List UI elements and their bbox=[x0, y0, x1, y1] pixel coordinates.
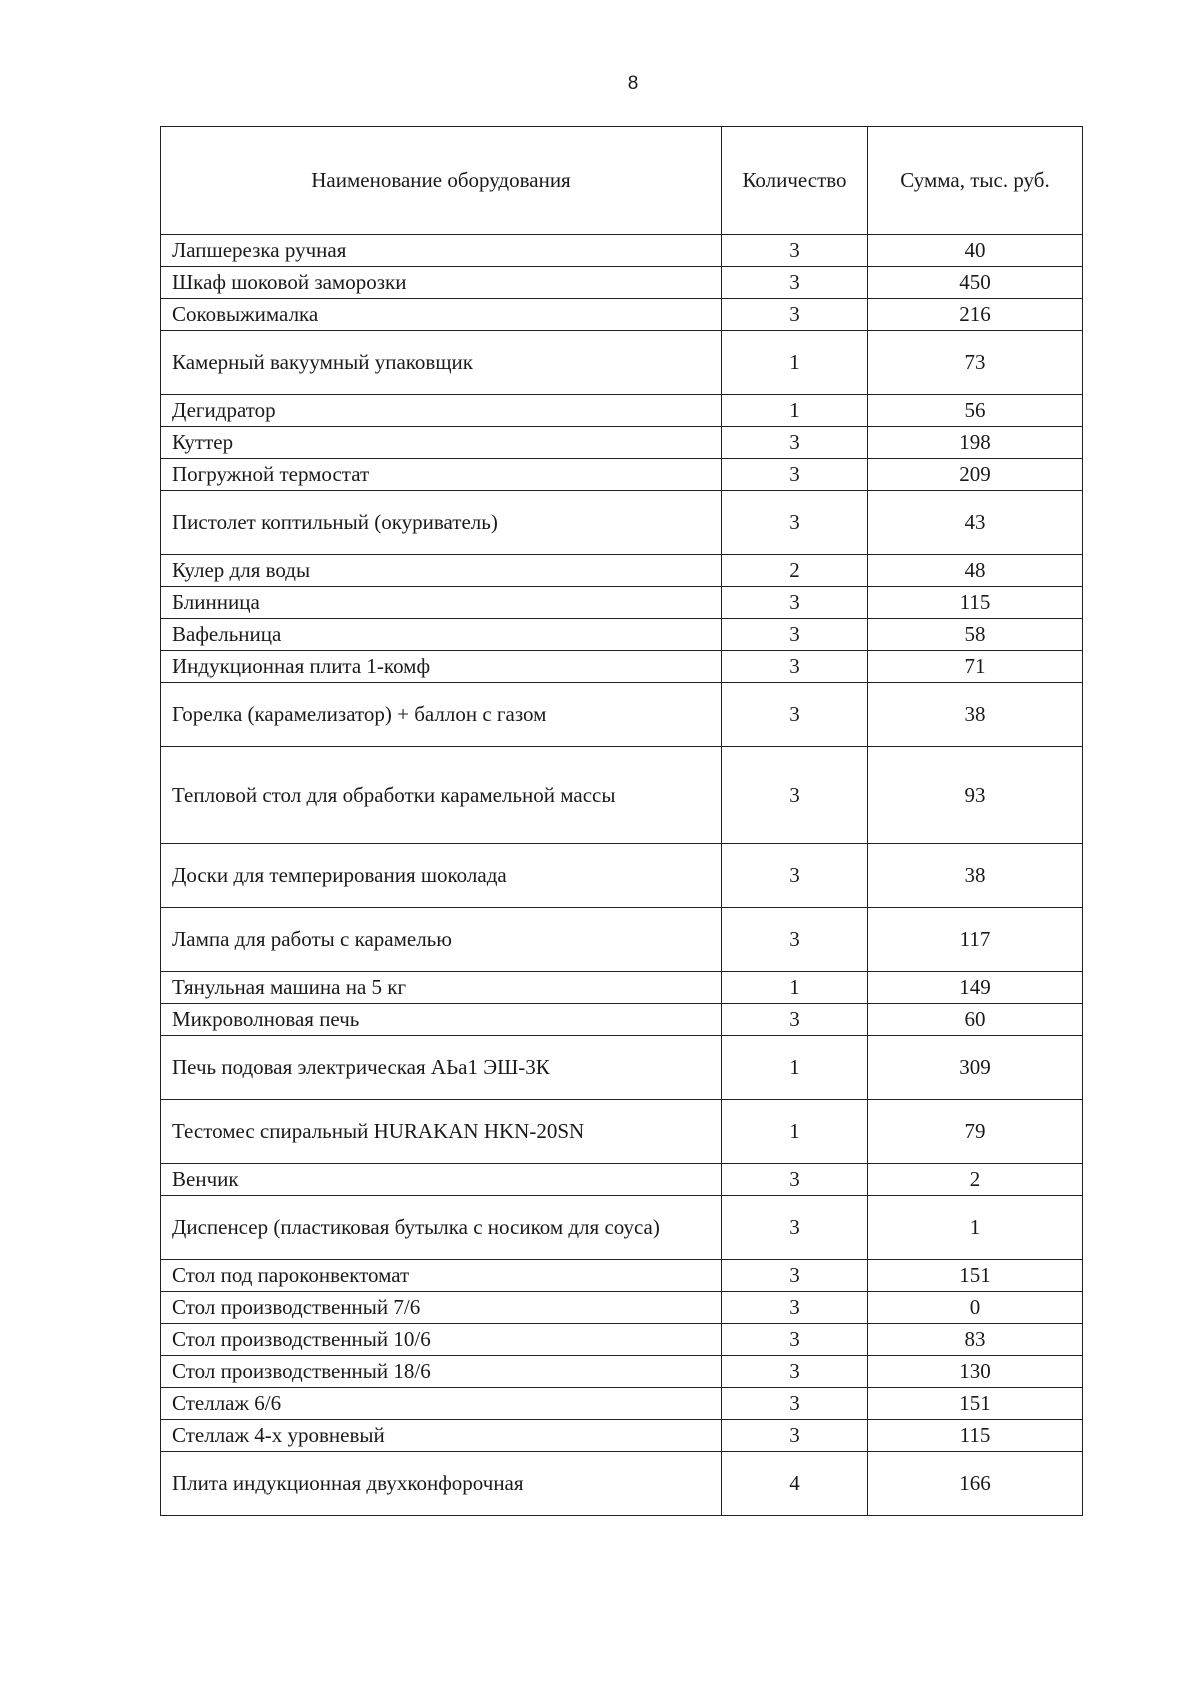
quantity-cell: 3 bbox=[722, 267, 868, 299]
quantity-cell: 3 bbox=[722, 844, 868, 908]
quantity-cell: 3 bbox=[722, 1260, 868, 1292]
sum-cell: 79 bbox=[868, 1100, 1083, 1164]
table-row bbox=[161, 1420, 1083, 1452]
quantity-cell: 3 bbox=[722, 908, 868, 972]
sum-cell: 149 bbox=[868, 972, 1083, 1004]
equipment-name-cell: Доски для темперирования шоколада bbox=[161, 844, 722, 908]
sum-cell: 1 bbox=[868, 1196, 1083, 1260]
sum-cell: 71 bbox=[868, 651, 1083, 683]
quantity-cell: 3 bbox=[722, 619, 868, 651]
equipment-name-cell: Тестомес спиральный HURAKAN HKN-20SN bbox=[161, 1100, 722, 1164]
sum-cell: 83 bbox=[868, 1324, 1083, 1356]
sum-cell: 0 bbox=[868, 1292, 1083, 1324]
quantity-cell: 3 bbox=[722, 587, 868, 619]
quantity-cell: 3 bbox=[722, 1420, 868, 1452]
table-row bbox=[161, 491, 1083, 555]
equipment-name-cell: Стеллаж 6/6 bbox=[161, 1388, 722, 1420]
equipment-name-cell: Печь подовая электрическая АЬа1 ЭШ-3К bbox=[161, 1036, 722, 1100]
table-row bbox=[161, 587, 1083, 619]
sum-cell: 209 bbox=[868, 459, 1083, 491]
equipment-name-cell: Куттер bbox=[161, 427, 722, 459]
equipment-name-cell: Дегидратор bbox=[161, 395, 722, 427]
quantity-cell: 3 bbox=[722, 1324, 868, 1356]
sum-cell: 198 bbox=[868, 427, 1083, 459]
equipment-name-cell: Лампа для работы с карамелью bbox=[161, 908, 722, 972]
header-quantity: Количество bbox=[722, 127, 868, 235]
quantity-cell: 3 bbox=[722, 1292, 868, 1324]
sum-cell: 58 bbox=[868, 619, 1083, 651]
sum-cell: 151 bbox=[868, 1388, 1083, 1420]
quantity-cell: 1 bbox=[722, 972, 868, 1004]
table-row bbox=[161, 1388, 1083, 1420]
sum-cell: 56 bbox=[868, 395, 1083, 427]
equipment-name-cell: Стол производственный 18/6 bbox=[161, 1356, 722, 1388]
equipment-name-cell: Венчик bbox=[161, 1164, 722, 1196]
quantity-cell: 3 bbox=[722, 235, 868, 267]
table-row bbox=[161, 1036, 1083, 1100]
sum-cell: 43 bbox=[868, 491, 1083, 555]
sum-cell: 93 bbox=[868, 747, 1083, 844]
quantity-cell: 3 bbox=[722, 299, 868, 331]
equipment-name-cell: Стол производственный 10/6 bbox=[161, 1324, 722, 1356]
equipment-name-cell: Горелка (карамелизатор) + баллон с газом bbox=[161, 683, 722, 747]
table-row bbox=[161, 555, 1083, 587]
quantity-cell: 3 bbox=[722, 427, 868, 459]
quantity-cell: 1 bbox=[722, 1100, 868, 1164]
equipment-name-cell: Соковыжималка bbox=[161, 299, 722, 331]
sum-cell: 40 bbox=[868, 235, 1083, 267]
table-row bbox=[161, 1292, 1083, 1324]
sum-cell: 166 bbox=[868, 1452, 1083, 1516]
table-row bbox=[161, 395, 1083, 427]
table-row bbox=[161, 267, 1083, 299]
equipment-name-cell: Стеллаж 4-х уровневый bbox=[161, 1420, 722, 1452]
equipment-name-cell: Индукционная плита 1-комф bbox=[161, 651, 722, 683]
equipment-name-cell: Погружной термостат bbox=[161, 459, 722, 491]
quantity-cell: 4 bbox=[722, 1452, 868, 1516]
table-row bbox=[161, 299, 1083, 331]
quantity-cell: 3 bbox=[722, 1164, 868, 1196]
table-row bbox=[161, 1100, 1083, 1164]
table-row bbox=[161, 683, 1083, 747]
quantity-cell: 3 bbox=[722, 683, 868, 747]
sum-cell: 130 bbox=[868, 1356, 1083, 1388]
equipment-name-cell: Пистолет коптильный (окуриватель) bbox=[161, 491, 722, 555]
equipment-name-cell: Плита индукционная двухконфорочная bbox=[161, 1452, 722, 1516]
sum-cell: 117 bbox=[868, 908, 1083, 972]
quantity-cell: 3 bbox=[722, 1004, 868, 1036]
equipment-name-cell: Диспенсер (пластиковая бутылка с носиком для соуса) bbox=[161, 1196, 722, 1260]
equipment-name-cell: Кулер для воды bbox=[161, 555, 722, 587]
table-row bbox=[161, 1452, 1083, 1516]
equipment-name-cell: Камерный вакуумный упаковщик bbox=[161, 331, 722, 395]
table-row bbox=[161, 1260, 1083, 1292]
table-row bbox=[161, 1356, 1083, 1388]
sum-cell: 73 bbox=[868, 331, 1083, 395]
sum-cell: 38 bbox=[868, 683, 1083, 747]
equipment-name-cell: Микроволновая печь bbox=[161, 1004, 722, 1036]
quantity-cell: 3 bbox=[722, 1196, 868, 1260]
sum-cell: 60 bbox=[868, 1004, 1083, 1036]
table-row bbox=[161, 619, 1083, 651]
table-row bbox=[161, 427, 1083, 459]
sum-cell: 450 bbox=[868, 267, 1083, 299]
sum-cell: 48 bbox=[868, 555, 1083, 587]
page-number: 8 bbox=[627, 73, 639, 94]
table-row bbox=[161, 747, 1083, 844]
table-row bbox=[161, 235, 1083, 267]
quantity-cell: 3 bbox=[722, 1388, 868, 1420]
sum-cell: 115 bbox=[868, 1420, 1083, 1452]
sum-cell: 2 bbox=[868, 1164, 1083, 1196]
equipment-name-cell: Вафельница bbox=[161, 619, 722, 651]
equipment-name-cell: Лапшерезка ручная bbox=[161, 235, 722, 267]
table-row bbox=[161, 1004, 1083, 1036]
equipment-name-cell: Тянульная машина на 5 кг bbox=[161, 972, 722, 1004]
header-sum: Сумма, тыс. руб. bbox=[868, 127, 1083, 235]
table-row bbox=[161, 972, 1083, 1004]
sum-cell: 216 bbox=[868, 299, 1083, 331]
equipment-table bbox=[160, 126, 1083, 1516]
table-row bbox=[161, 1164, 1083, 1196]
equipment-name-cell: Стол производственный 7/6 bbox=[161, 1292, 722, 1324]
table-row bbox=[161, 1196, 1083, 1260]
quantity-cell: 1 bbox=[722, 331, 868, 395]
equipment-name-cell: Блинница bbox=[161, 587, 722, 619]
quantity-cell: 2 bbox=[722, 555, 868, 587]
quantity-cell: 3 bbox=[722, 459, 868, 491]
table-row bbox=[161, 844, 1083, 908]
sum-cell: 115 bbox=[868, 587, 1083, 619]
equipment-name-cell: Тепловой стол для обработки карамельной массы bbox=[161, 747, 722, 844]
header-equipment-name: Наименование оборудования bbox=[161, 127, 722, 235]
table-body bbox=[161, 235, 1083, 1516]
table-row bbox=[161, 1324, 1083, 1356]
sum-cell: 309 bbox=[868, 1036, 1083, 1100]
quantity-cell: 3 bbox=[722, 651, 868, 683]
table-header-row bbox=[161, 127, 1083, 235]
quantity-cell: 1 bbox=[722, 395, 868, 427]
table-row bbox=[161, 331, 1083, 395]
equipment-name-cell: Шкаф шоковой заморозки bbox=[161, 267, 722, 299]
table-row bbox=[161, 459, 1083, 491]
quantity-cell: 3 bbox=[722, 1356, 868, 1388]
table-row bbox=[161, 651, 1083, 683]
quantity-cell: 3 bbox=[722, 491, 868, 555]
quantity-cell: 3 bbox=[722, 747, 868, 844]
table-row bbox=[161, 908, 1083, 972]
sum-cell: 38 bbox=[868, 844, 1083, 908]
sum-cell: 151 bbox=[868, 1260, 1083, 1292]
quantity-cell: 1 bbox=[722, 1036, 868, 1100]
equipment-name-cell: Стол под пароконвектомат bbox=[161, 1260, 722, 1292]
